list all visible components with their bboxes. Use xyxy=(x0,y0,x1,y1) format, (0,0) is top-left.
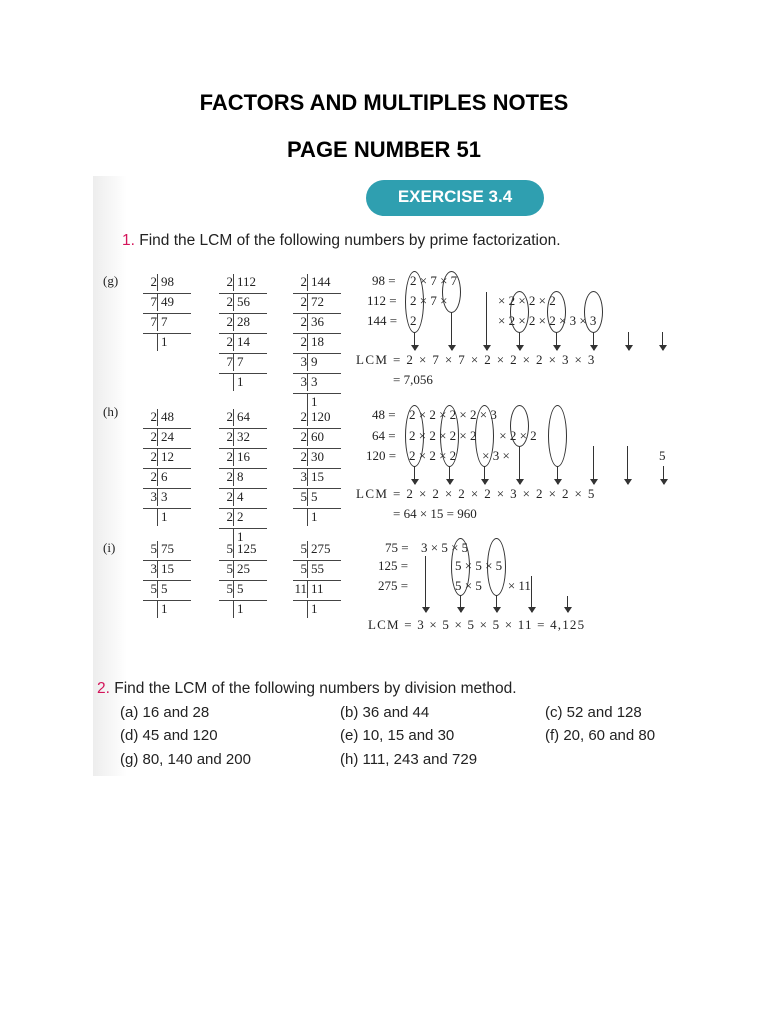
ladder-value: 18 xyxy=(311,334,324,349)
ladder-divisor: 2 xyxy=(226,429,233,444)
ladder-value: 64 xyxy=(237,409,250,424)
option-f: (f) 20, 60 and 80 xyxy=(545,727,656,744)
ladder-row xyxy=(219,541,267,561)
ladder-divisor: 3 xyxy=(300,469,307,484)
ladder-divisor: 2 xyxy=(226,489,233,504)
page-number-heading: PAGE NUMBER 51 xyxy=(287,137,481,162)
ladder-row xyxy=(143,489,191,509)
part-i-line-125: 125 = xyxy=(378,558,409,573)
question-1 xyxy=(122,232,561,250)
ladder-value: 112 xyxy=(237,274,257,289)
circled-factor xyxy=(547,291,566,333)
ladder-divisor: 2 xyxy=(300,274,307,289)
down-arrow-icon xyxy=(593,446,594,484)
division-ladder xyxy=(293,541,341,620)
ladder-bar xyxy=(157,581,158,598)
ladder-row xyxy=(293,294,341,314)
part-g-factors-112: 2 × 7 × xyxy=(410,293,448,308)
division-ladder xyxy=(219,409,267,548)
ladder-bar xyxy=(307,294,308,311)
ladder-bar xyxy=(233,354,234,371)
ladder-divisor: 2 xyxy=(300,429,307,444)
down-arrow-icon xyxy=(414,332,415,350)
ladder-value: 8 xyxy=(237,469,244,484)
ladder-value: 15 xyxy=(311,469,324,484)
ladder-row xyxy=(293,581,341,601)
circled-factor xyxy=(405,405,424,467)
ladder-row xyxy=(293,561,341,581)
division-ladder xyxy=(143,541,191,620)
ladder-row xyxy=(293,541,341,561)
ladder-value: 60 xyxy=(311,429,324,444)
part-g-line-98: 98 = xyxy=(372,273,396,288)
question-2-text: Find the LCM of the following numbers by division method. xyxy=(114,680,517,697)
ladder-bar xyxy=(157,489,158,506)
ladder-bar xyxy=(233,541,234,558)
ladder-bar xyxy=(233,489,234,506)
ladder-divisor: 2 xyxy=(300,334,307,349)
ladder-bar xyxy=(157,561,158,578)
division-ladder xyxy=(143,409,191,528)
part-h-result: = 64 × 15 = 960 xyxy=(393,506,477,521)
ladder-divisor: 2 xyxy=(300,314,307,329)
part-g-factors-98: 2 × 7 × 7 xyxy=(410,273,458,288)
ladder-divisor: 11 xyxy=(294,581,307,596)
circled-factor xyxy=(451,538,470,596)
ladder-bar xyxy=(307,409,308,426)
ladder-value: 2 xyxy=(237,509,244,524)
ladder-divisor: 7 xyxy=(150,294,157,309)
ladder-bar xyxy=(307,581,308,598)
ladder-value: 1 xyxy=(161,601,168,616)
part-h-factor-5: 5 xyxy=(659,448,666,463)
down-arrow-icon xyxy=(531,576,532,612)
circled-factor xyxy=(487,538,506,596)
circled-factor xyxy=(442,271,461,313)
ladder-bar xyxy=(233,334,234,351)
part-g-result: = 7,056 xyxy=(393,372,433,387)
ladder-value: 4 xyxy=(237,489,244,504)
ladder-value: 14 xyxy=(237,334,250,349)
ladder-row xyxy=(143,274,191,294)
ladder-divisor: 2 xyxy=(150,274,157,289)
part-i-line-275: 275 = xyxy=(378,578,409,593)
ladder-bar xyxy=(233,429,234,446)
ladder-bar xyxy=(307,429,308,446)
ladder-bar xyxy=(307,509,308,526)
ladder-divisor: 3 xyxy=(300,374,307,389)
option-h: (h) 111, 243 and 729 xyxy=(340,751,478,768)
ladder-divisor: 3 xyxy=(150,561,157,576)
division-ladder xyxy=(219,274,267,393)
ladder-value: 5 xyxy=(161,581,168,596)
ladder-bar xyxy=(157,509,158,526)
exercise-badge: EXERCISE 3.4 xyxy=(366,180,544,216)
ladder-bar xyxy=(307,541,308,558)
ladder-divisor: 2 xyxy=(226,509,233,524)
part-g-lcm: LCM = 2 × 7 × 7 × 2 × 2 × 2 × 3 × 3 xyxy=(356,352,596,367)
ladder-divisor: 3 xyxy=(150,489,157,504)
ladder-bar xyxy=(233,409,234,426)
ladder-row xyxy=(219,581,267,601)
ladder-value: 1 xyxy=(161,509,168,524)
down-arrow-icon xyxy=(519,446,520,484)
ladder-row xyxy=(293,489,341,509)
option-g: (g) 80, 140 and 200 xyxy=(120,751,251,768)
ladder-bar xyxy=(157,334,158,351)
ladder-value: 1 xyxy=(311,601,318,616)
ladder-row xyxy=(219,601,267,620)
part-i-label: (i) xyxy=(103,540,116,555)
part-h-label: (h) xyxy=(103,404,119,419)
page-heading: FACTORS AND MULTIPLES NOTES xyxy=(199,90,569,115)
ladder-bar xyxy=(157,449,158,466)
circled-factor xyxy=(548,405,567,467)
ladder-row xyxy=(293,274,341,294)
ladder-bar xyxy=(157,274,158,291)
ladder-row xyxy=(293,374,341,394)
ladder-value: 30 xyxy=(311,449,324,464)
ladder-bar xyxy=(157,429,158,446)
ladder-bar xyxy=(233,601,234,618)
ladder-bar xyxy=(233,294,234,311)
ladder-bar xyxy=(307,374,308,391)
ladder-divisor: 2 xyxy=(150,449,157,464)
ladder-row xyxy=(143,334,191,353)
ladder-value: 9 xyxy=(311,354,318,369)
ladder-value: 1 xyxy=(237,374,244,389)
part-h-lcm: LCM = 2 × 2 × 2 × 2 × 3 × 2 × 2 × 5 xyxy=(356,486,596,501)
ladder-value: 12 xyxy=(161,449,174,464)
ladder-row xyxy=(143,561,191,581)
ladder-row xyxy=(293,509,341,528)
ladder-value: 15 xyxy=(161,561,174,576)
ladder-bar xyxy=(157,541,158,558)
option-e: (e) 10, 15 and 30 xyxy=(340,727,455,744)
division-ladder xyxy=(293,274,341,413)
down-arrow-icon xyxy=(663,466,664,484)
ladder-bar xyxy=(233,449,234,466)
ladder-value: 7 xyxy=(237,354,244,369)
ladder-bar xyxy=(307,489,308,506)
ladder-divisor: 5 xyxy=(150,581,157,596)
ladder-row xyxy=(143,469,191,489)
part-h-factors-120: 2 × 2 × 2 × 3 × xyxy=(409,448,510,463)
ladder-row xyxy=(293,449,341,469)
ladder-value: 1 xyxy=(311,394,318,409)
ladder-divisor: 5 xyxy=(226,581,233,596)
part-g-label: (g) xyxy=(103,273,119,288)
ladder-value: 11 xyxy=(311,581,324,596)
ladder-row xyxy=(143,509,191,528)
ladder-bar xyxy=(307,449,308,466)
part-i-factors-125: 5 × 5 × 5 xyxy=(455,558,503,573)
down-arrow-icon xyxy=(486,292,487,350)
option-a: (a) 16 and 28 xyxy=(120,704,210,721)
part-h-factors-48: 2 × 2 × 2 × 2 × 3 xyxy=(409,407,497,422)
ladder-value: 3 xyxy=(311,374,318,389)
ladder-row xyxy=(143,581,191,601)
ladder-bar xyxy=(307,469,308,486)
question-1-text: Find the LCM of the following numbers by prime factorization. xyxy=(139,232,561,249)
ladder-divisor: 5 xyxy=(300,489,307,504)
option-b: (b) 36 and 44 xyxy=(340,704,430,721)
down-arrow-icon xyxy=(496,595,497,612)
ladder-value: 16 xyxy=(237,449,250,464)
down-arrow-icon xyxy=(628,332,629,350)
part-h-line-48: 48 = xyxy=(372,407,396,422)
down-arrow-icon xyxy=(449,466,450,484)
ladder-bar xyxy=(307,354,308,371)
ladder-row xyxy=(143,409,191,429)
ladder-value: 275 xyxy=(311,541,331,556)
ladder-divisor: 2 xyxy=(150,469,157,484)
ladder-row xyxy=(143,449,191,469)
circled-factor xyxy=(405,271,424,333)
ladder-value: 7 xyxy=(161,314,168,329)
ladder-bar xyxy=(307,601,308,618)
ladder-value: 72 xyxy=(311,294,324,309)
ladder-row xyxy=(143,541,191,561)
down-arrow-icon xyxy=(557,466,558,484)
division-ladder xyxy=(293,409,341,528)
division-ladder xyxy=(219,541,267,620)
ladder-bar xyxy=(233,469,234,486)
ladder-row xyxy=(143,429,191,449)
down-arrow-icon xyxy=(425,556,426,612)
ladder-value: 1 xyxy=(161,334,168,349)
ladder-row xyxy=(219,314,267,334)
ladder-value: 144 xyxy=(311,274,331,289)
part-g-line-112: 112 = xyxy=(367,293,397,308)
ladder-bar xyxy=(233,509,234,526)
ladder-divisor: 2 xyxy=(300,294,307,309)
ladder-bar xyxy=(307,334,308,351)
ladder-divisor: 2 xyxy=(226,409,233,424)
circled-factor xyxy=(510,405,529,447)
down-arrow-icon xyxy=(627,446,628,484)
ladder-divisor: 2 xyxy=(226,294,233,309)
ladder-bar xyxy=(157,601,158,618)
ladder-bar xyxy=(307,561,308,578)
circled-factor xyxy=(475,405,494,467)
ladder-divisor: 2 xyxy=(226,449,233,464)
ladder-row xyxy=(219,489,267,509)
ladder-bar xyxy=(307,314,308,331)
option-c: (c) 52 and 128 xyxy=(545,704,642,721)
ladder-row xyxy=(143,314,191,334)
ladder-value: 36 xyxy=(311,314,324,329)
ladder-divisor: 7 xyxy=(150,314,157,329)
division-ladder xyxy=(143,274,191,353)
ladder-value: 1 xyxy=(237,529,244,544)
ladder-value: 25 xyxy=(237,561,250,576)
down-arrow-icon xyxy=(414,466,415,484)
ladder-value: 5 xyxy=(237,581,244,596)
ladder-row xyxy=(219,354,267,374)
ladder-row xyxy=(219,409,267,429)
ladder-value: 120 xyxy=(311,409,331,424)
ladder-divisor: 7 xyxy=(226,354,233,369)
ladder-row xyxy=(293,334,341,354)
ladder-value: 1 xyxy=(237,601,244,616)
part-g-line-144: 144 = xyxy=(367,313,398,328)
down-arrow-icon xyxy=(519,332,520,350)
down-arrow-icon xyxy=(451,312,452,350)
part-i-factors-75: 3 × 5 × 5 xyxy=(421,540,469,555)
ladder-value: 28 xyxy=(237,314,250,329)
ladder-row xyxy=(219,334,267,354)
ladder-row xyxy=(293,409,341,429)
ladder-row xyxy=(219,469,267,489)
ladder-divisor: 5 xyxy=(226,561,233,576)
ladder-value: 1 xyxy=(311,509,318,524)
circled-factor xyxy=(440,405,459,467)
ladder-value: 5 xyxy=(311,489,318,504)
ladder-divisor: 2 xyxy=(226,469,233,484)
ladder-row xyxy=(143,601,191,620)
ladder-divisor: 2 xyxy=(150,409,157,424)
ladder-divisor: 2 xyxy=(300,409,307,424)
ladder-row xyxy=(293,354,341,374)
ladder-divisor: 2 xyxy=(226,274,233,289)
question-2 xyxy=(97,680,517,698)
part-h-line-64: 64 = xyxy=(372,428,396,443)
question-2-number: 2. xyxy=(97,680,110,697)
ladder-row xyxy=(219,561,267,581)
ladder-bar xyxy=(233,374,234,391)
ladder-row xyxy=(293,314,341,334)
ladder-divisor: 2 xyxy=(150,429,157,444)
ladder-divisor: 5 xyxy=(226,541,233,556)
part-g-factors-112b: × 2 × 2 × 2 xyxy=(498,293,556,308)
option-d: (d) 45 and 120 xyxy=(120,727,218,744)
ladder-bar xyxy=(307,274,308,291)
ladder-bar xyxy=(233,274,234,291)
question-1-number: 1. xyxy=(122,232,135,249)
part-i-line-75: 75 = xyxy=(385,540,409,555)
ladder-value: 56 xyxy=(237,294,250,309)
part-h-line-120: 120 = xyxy=(366,448,397,463)
ladder-divisor: 5 xyxy=(300,541,307,556)
down-arrow-icon xyxy=(484,466,485,484)
ladder-value: 49 xyxy=(161,294,174,309)
ladder-divisor: 2 xyxy=(226,334,233,349)
ladder-divisor: 3 xyxy=(300,354,307,369)
ladder-row xyxy=(143,294,191,314)
ladder-bar xyxy=(157,294,158,311)
ladder-value: 48 xyxy=(161,409,174,424)
ladder-divisor: 2 xyxy=(226,314,233,329)
ladder-bar xyxy=(157,409,158,426)
ladder-divisor: 2 xyxy=(300,449,307,464)
ladder-value: 32 xyxy=(237,429,250,444)
ladder-value: 75 xyxy=(161,541,174,556)
ladder-bar xyxy=(233,581,234,598)
part-i-factors-275: 5 × 5 × 11 xyxy=(455,578,531,593)
ladder-bar xyxy=(157,469,158,486)
down-arrow-icon xyxy=(460,595,461,612)
ladder-row xyxy=(293,469,341,489)
down-arrow-icon xyxy=(593,332,594,350)
ladder-bar xyxy=(157,314,158,331)
ladder-row xyxy=(219,294,267,314)
ladder-value: 55 xyxy=(311,561,324,576)
ladder-row xyxy=(293,429,341,449)
ladder-row xyxy=(219,449,267,469)
circled-factor xyxy=(584,291,603,333)
part-g-factors-144: 2 xyxy=(410,313,417,328)
part-g-factors-144b: × 2 × 2 × 2 × 3 × 3 xyxy=(498,313,597,328)
down-arrow-icon xyxy=(556,332,557,350)
ladder-row xyxy=(219,274,267,294)
ladder-bar xyxy=(233,314,234,331)
ladder-bar xyxy=(233,561,234,578)
ladder-row xyxy=(219,429,267,449)
down-arrow-icon xyxy=(662,332,663,350)
part-i-lcm: LCM = 3 × 5 × 5 × 5 × 11 = 4,125 xyxy=(368,617,586,632)
ladder-divisor: 5 xyxy=(300,561,307,576)
down-arrow-icon xyxy=(567,596,568,612)
ladder-row xyxy=(293,601,341,620)
ladder-row xyxy=(219,374,267,393)
part-h-factors-64: 2 × 2 × 2 × 2 × 2 × 2 xyxy=(409,428,537,443)
ladder-value: 98 xyxy=(161,274,174,289)
ladder-value: 24 xyxy=(161,429,174,444)
circled-factor xyxy=(510,291,529,333)
ladder-divisor: 5 xyxy=(150,541,157,556)
ladder-row xyxy=(219,509,267,529)
ladder-value: 125 xyxy=(237,541,257,556)
ladder-value: 6 xyxy=(161,469,168,484)
ladder-value: 3 xyxy=(161,489,168,504)
